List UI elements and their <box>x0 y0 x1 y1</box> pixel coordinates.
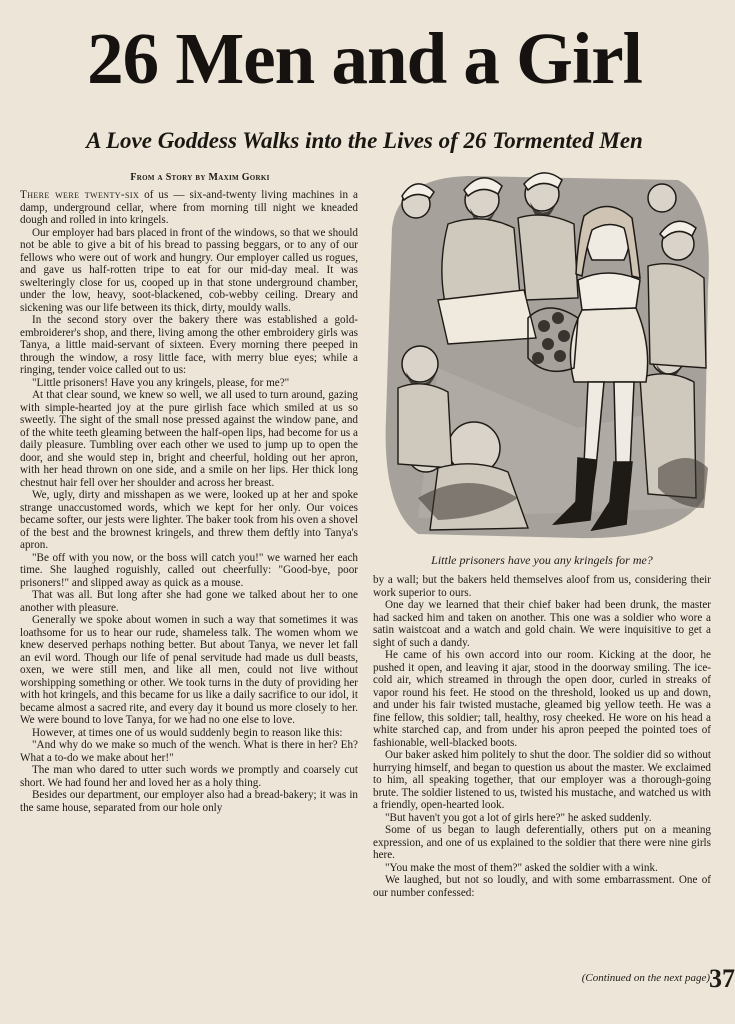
continued-notice: (Continued on the next page) <box>581 972 710 984</box>
page-subtitle: A Love Goddess Walks into the Lives of 26 Tormented Men <box>86 128 643 153</box>
byline: From a Story by Maxim Gorki <box>130 172 270 183</box>
article-paragraph: Our employer had bars placed in front of the windows, so that we should not be able to give a bit of his bread to passing beggars, or to any of our fellows who were out of work and hungry. Our employer called us rogues, and gave us half-rotten tripe to eat for our mid-day meal. It was swelteringly close for us, cooped up in that stone underground chamber, under the low, heavy, soot-blackened, cob-webby ceiling. Dreary and sickening was our life between its thick, dirty, mouldy walls. <box>20 226 358 314</box>
lead-in: There were twenty-six <box>20 189 140 201</box>
article-paragraph: Our baker asked him politely to shut the door. The soldier did so without hurrying himself, and began to question us about the master. We exclaimed to him, all speaking together, that our employer was a thorough-going brute. The soldier listened to us, twisted his mustache, and watched us with a friendly, open-hearted look. <box>373 749 711 811</box>
article-paragraph: We, ugly, dirty and misshapen as we were, looked up at her and spoke strange unaccustomed words, which we kept for her only. Our voices became softer, our jests were lighter. The baker took from his oven a shovel of the best and the brownest kringels, and threw them deftly into Tanya's apron. <box>20 489 358 551</box>
article-paragraph: In the second story over the bakery there was established a gold-embroiderer's shop, and there, living among the other embroidery girls was Tanya, a little maid-servant of sixteen. Every morning there peeped in through the window, a rosy little face, with merry blue eyes; while a ringing, tender voice called out to us: <box>20 314 358 376</box>
article-paragraph: Some of us began to laugh deferentially, others put on a meaning expression, and one of us explained to the soldier that there were nine girls here. <box>373 824 711 861</box>
article-paragraph: The man who dared to utter such words we promptly and coarsely cut short. We had found her and loved her as a holy thing. <box>20 764 358 789</box>
article-paragraph: One day we learned that their chief baker had been drunk, the master had sacked him and taken on another. This one was a soldier who wore a satin waistcoat and a watch and gold chain. We were inquisitive to get a sight of such a dandy. <box>373 599 711 649</box>
illustration-caption: Little prisoners have you any kringels for me? <box>431 553 653 567</box>
article-paragraph: by a wall; but the bakers held themselves aloof from us, considering their work superior to ours. <box>373 574 711 599</box>
article-column-left <box>20 189 358 989</box>
article-column-right <box>373 574 711 974</box>
article-paragraph: "Little prisoners! Have you any kringels, please, for me?" <box>32 376 290 389</box>
page-title: 26 Men and a Girl <box>87 18 642 99</box>
article-paragraph: Besides our department, our employer also had a bread-bakery; it was in the same house, separated from our hole only <box>20 789 358 814</box>
article-paragraph: "And why do we make so much of the wench. What is there in her? Eh? What a to-do we make about her!" <box>20 739 358 764</box>
article-paragraph: Generally we spoke about women in such a way that sometimes it was loathsome for us to hear our rude, shameless talk. The women whom we knew deserved perhaps nothing better. But about Tanya, we never let fall an evil word. Though our life of penal servitude had made us dull beasts, oxen, we were still men, and like all men, could not live without worshipping something or other. We took turns in the duty of providing her with hot kringels, and this became for us like a daily sacrifice to our idol, it became almost a sacred rite, and every day it bound us more closely to her. We were bound to love Tanya, for we had no one else to love. <box>20 614 358 726</box>
article-paragraph: We laughed, but not so loudly, and with some embarrassment. One of our number confessed: <box>373 874 711 899</box>
illustration-bakers-and-girl <box>378 168 714 548</box>
lead-paragraph-text: of us — six-and-twenty living machines in a damp, underground cellar, where from morning till night we kneaded dough and rolled in into kringels. <box>20 189 358 226</box>
article-paragraph: "You make the most of them?" asked the soldier with a wink. <box>385 861 658 874</box>
article-paragraph: "But haven't you got a lot of girls here?" he asked suddenly. <box>385 811 652 824</box>
article-paragraph: However, at times one of us would suddenly begin to reason like this: <box>32 726 343 739</box>
article-paragraph: "Be off with you now, or the boss will catch you!" we warned her each time. She laughed roguishly, called out cheerfully: "Good-bye, poor prisoners!" and slipped away as quick as a mouse. <box>20 551 358 589</box>
article-paragraph: That was all. But long after she had gone we talked about her to one another with pleasure. <box>20 589 358 614</box>
page-number: 37 <box>709 964 735 993</box>
article-paragraph: He came of his own accord into our room. Kicking at the door, he pushed it open, and leaving it ajar, stood in the doorway smiling. The ice-cold air, which streamed in through the open door, curled in streaks of vapor round his feet. He stood on the threshold, looked us up and down, and under his fair twisted mustache, gleamed big yellow teeth. He was a fine fellow, this soldier; tall, healthy, rosy cheeked. He wore on his head a white starched cap, and from under his apron peeped the pointed toes of fashionable, well-blacked boots. <box>373 649 711 749</box>
article-paragraph <box>20 189 358 227</box>
article-paragraph: At that clear sound, we knew so well, we all used to turn around, gazing with simple-hearted joy at the pure girlish face which smiled at us so sweetly. The sight of the small nose pressed against the window pane, and of the white teeth gleaming between the half-open lips, had become for us a daily pleasure. Tumbling over each other we used to jump up to open the door, and she would step in, bright and cheerful, holding out her apron, with her head thrown on one side, and a smile on her lips. Her thick long chestnut hair fell over her shoulder and across her breast. <box>20 389 358 489</box>
